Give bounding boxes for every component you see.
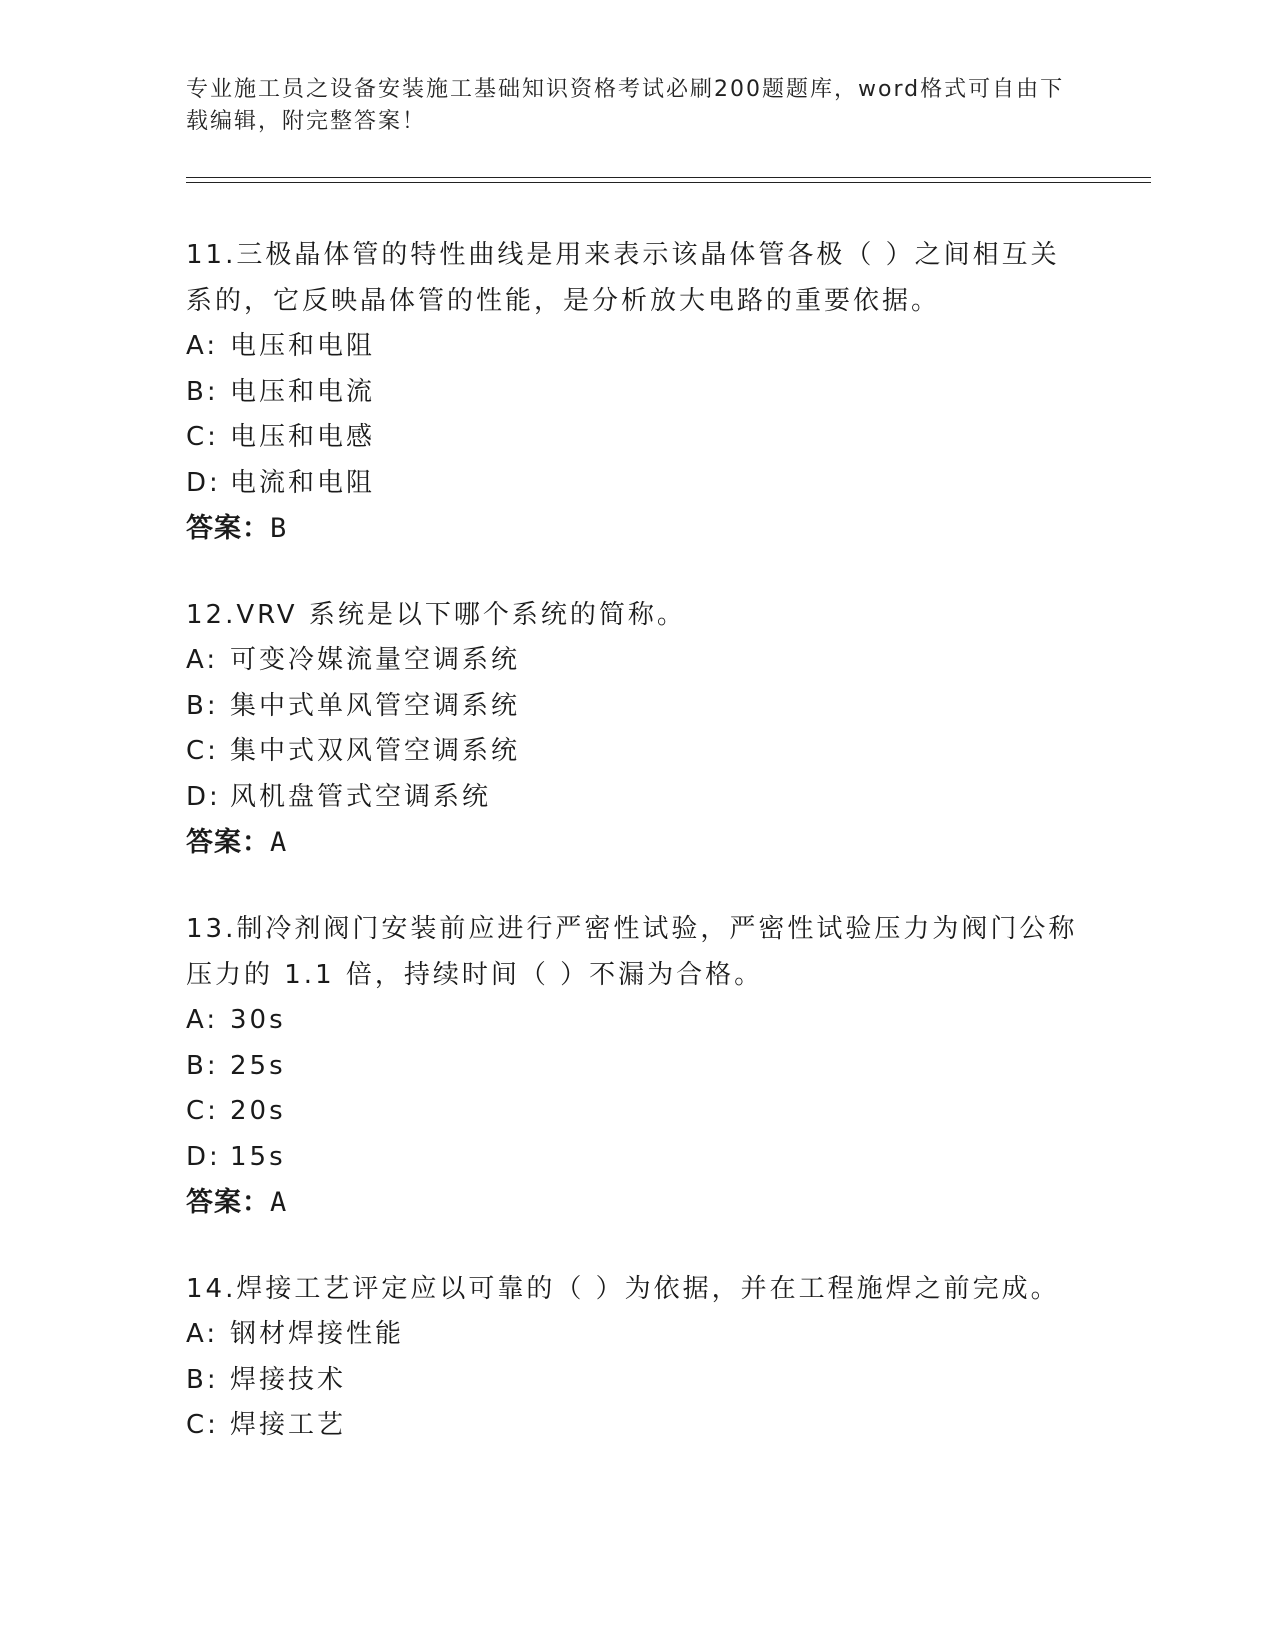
option-text: 电流和电阻 bbox=[230, 467, 376, 498]
option-letter: B: bbox=[186, 1050, 219, 1081]
option-letter: B: bbox=[186, 376, 219, 407]
option-text: 集中式单风管空调系统 bbox=[230, 690, 521, 721]
option-letter: A: bbox=[186, 645, 219, 675]
question-14 bbox=[186, 1266, 1086, 1449]
answer-line bbox=[186, 506, 1086, 552]
answer-label: 答案： bbox=[186, 513, 270, 544]
option-letter: D: bbox=[186, 467, 221, 498]
option-c bbox=[186, 729, 1086, 775]
option-text: 电压和电阻 bbox=[230, 331, 376, 361]
option-text: 电压和电感 bbox=[230, 422, 376, 452]
option-letter: D: bbox=[186, 781, 221, 812]
option-letter: A: bbox=[186, 1319, 219, 1349]
option-letter: B: bbox=[186, 1364, 219, 1395]
question-list bbox=[186, 232, 1086, 1489]
option-c bbox=[186, 1403, 1086, 1449]
answer-value: A bbox=[270, 1187, 288, 1218]
option-text: 焊接技术 bbox=[230, 1364, 347, 1395]
option-c bbox=[186, 1089, 1086, 1135]
answer-value: B bbox=[270, 513, 288, 544]
question-stem: 11.三极晶体管的特性曲线是用来表示该晶体管各极（ ）之间相互关系的，它反映晶体管的性能，是分析放大电路的重要依据。 bbox=[186, 240, 1060, 316]
answer-label: 答案： bbox=[186, 827, 270, 858]
option-a bbox=[186, 1312, 1086, 1358]
question-stem: 13.制冷剂阀门安装前应进行严密性试验，严密性试验压力为阀门公称压力的 1.1 倍，持续时间（ ）不漏为合格。 bbox=[186, 914, 1078, 990]
option-b bbox=[186, 1044, 1086, 1090]
option-letter: A: bbox=[186, 331, 219, 361]
option-text: 15s bbox=[230, 1141, 286, 1172]
option-letter: C: bbox=[186, 422, 219, 452]
answer-line bbox=[186, 820, 1086, 866]
option-text: 焊接工艺 bbox=[230, 1410, 347, 1440]
option-letter: C: bbox=[186, 1096, 219, 1126]
option-b bbox=[186, 684, 1086, 730]
option-text: 30s bbox=[230, 1005, 286, 1035]
option-b bbox=[186, 1358, 1086, 1404]
question-11 bbox=[186, 232, 1086, 552]
answer-line bbox=[186, 1180, 1086, 1226]
header-rule-bottom bbox=[186, 182, 1151, 183]
option-text: 集中式双风管空调系统 bbox=[230, 736, 521, 766]
option-letter: C: bbox=[186, 1410, 219, 1440]
option-text: 25s bbox=[230, 1050, 286, 1081]
question-stem: 14.焊接工艺评定应以可靠的（ ）为依据，并在工程施焊之前完成。 bbox=[186, 1274, 1060, 1304]
question-13 bbox=[186, 906, 1086, 1226]
header-rule-top bbox=[186, 177, 1151, 178]
option-d bbox=[186, 775, 1086, 821]
option-text: 20s bbox=[230, 1096, 286, 1126]
option-d bbox=[186, 461, 1086, 507]
option-letter: C: bbox=[186, 736, 219, 766]
option-letter: D: bbox=[186, 1141, 221, 1172]
option-a bbox=[186, 998, 1086, 1044]
option-d bbox=[186, 1135, 1086, 1181]
answer-label: 答案： bbox=[186, 1187, 270, 1218]
option-c bbox=[186, 415, 1086, 461]
question-stem: 12.VRV 系统是以下哪个系统的简称。 bbox=[186, 600, 686, 630]
option-text: 可变冷媒流量空调系统 bbox=[230, 645, 521, 675]
document-header: 专业施工员之设备安装施工基础知识资格考试必刷200题题库，word格式可自由下载编辑，附完整答案！ bbox=[186, 77, 1065, 134]
option-letter: A: bbox=[186, 1005, 219, 1035]
option-text: 钢材焊接性能 bbox=[230, 1319, 405, 1349]
option-a bbox=[186, 324, 1086, 370]
option-text: 电压和电流 bbox=[230, 376, 376, 407]
option-text: 风机盘管式空调系统 bbox=[230, 781, 492, 812]
option-letter: B: bbox=[186, 690, 219, 721]
option-b bbox=[186, 370, 1086, 416]
option-a bbox=[186, 638, 1086, 684]
question-12 bbox=[186, 592, 1086, 866]
answer-value: A bbox=[270, 827, 288, 858]
